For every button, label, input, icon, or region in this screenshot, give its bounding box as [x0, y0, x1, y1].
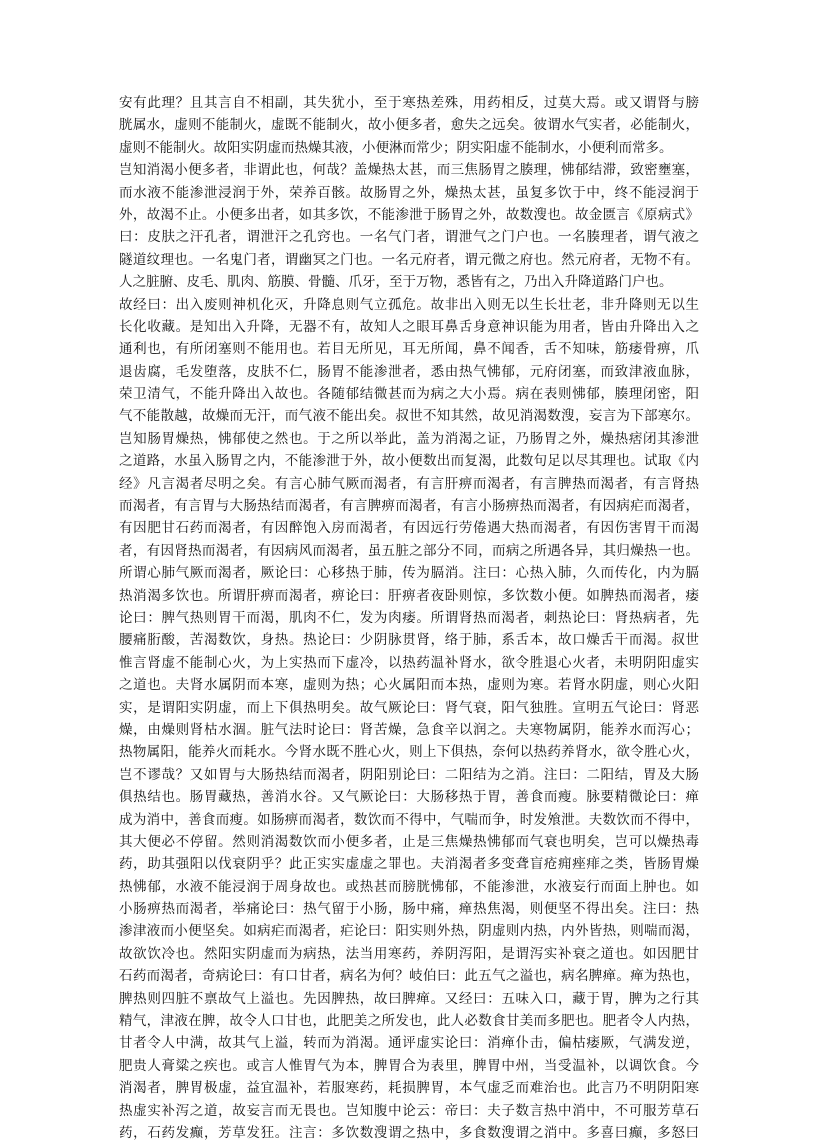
text-line: 而水液不能渗泄浸润于外，荣养百骸。故肠胃之外，燥热太甚，虽复多饮于中，终不能浸润于 — [119, 184, 699, 201]
text-line: 之道也。夫肾水属阴而本寒，虚则为热；心火属阳而本热，虚则为寒。若肾水阴虚，则心火阳 — [119, 677, 699, 694]
text-line: 岂知肠胃燥热，怫郁使之然也。于之所以举此，盖为消渴之证，乃肠胃之外，燥热痞闭其渗泄 — [119, 430, 699, 447]
text-line: 热虚实补泻之道，故妄言而无畏也。岂知腹中论云：帝曰：夫子数言热中消中，不可服芳草石 — [119, 1102, 699, 1119]
text-line: 长化收藏。是知出入升降，无器不有，故知人之眼耳鼻舌身意神识能为用者，皆由升降出入之 — [119, 318, 699, 335]
text-line: 药，助其强阳以伐衰阴乎？此正实实虚虚之罪也。夫消渴者多变聋盲疮痈痤痱之类，皆肠胃燥 — [119, 856, 699, 873]
text-line: 退齿腐，毛发堕落，皮肤不仁，肠胃不能渗泄者，悉由热气怫郁，元府闭塞，而致津液血脉， — [119, 363, 699, 380]
text-line: 外，故渴不止。小便多出者，如其多饮，不能渗泄于肠胃之外，故数溲也。故金匮言《原病式》 — [119, 206, 699, 223]
text-line: 药，石药发癫，芳草发狂。注言：多饮数溲谓之热中，多食数溲谓之消中。多喜曰癫，多怒曰 — [119, 1124, 699, 1141]
text-line: 小肠痹热而渴者，举痛论曰：热气留于小肠，肠中痛，瘅热焦渴，则便坚不得出矣。注曰：热 — [119, 901, 699, 918]
text-line: 脾热则四脏不禀故气上溢也。先因脾热，故曰脾瘅。又经曰：五味入口，藏于胃，脾为之行其 — [119, 990, 699, 1007]
text-line: 之道路，水虽入肠胃之内，不能渗泄于外，故小便数出而复渴，此数句足以尽其理也。试取《内 — [119, 453, 699, 470]
text-line: 气不能散越，故燥而无汗，而气液不能出矣。叔世不知其然，故见消渴数溲，妄言为下部寒尔。 — [119, 408, 699, 425]
text-line: 成为消中，善食而瘦。如肠痹而渴者，数饮而不得中，气喘而争，时发飧泄。夫数饮而不得中， — [119, 811, 699, 828]
text-line: 荣卫清气，不能升降出入故也。各随郁结微甚而为病之大小焉。病在表则怫郁，腠理闭密，阳 — [119, 386, 699, 403]
text-line: 肥贵人膏粱之疾也。或言人惟胃气为本，脾胃合为表里，脾胃中州，当受温补，以调饮食。今 — [119, 1057, 699, 1074]
text-line: 岂不谬哉？又如胃与大肠热结而渴者，阴阳别论曰：二阳结为之消。注曰：二阳结，胃及大肠 — [119, 766, 699, 783]
text-line: 经》凡言渴者尽明之矣。有言心肺气厥而渴者，有言肝痹而渴者，有言脾热而渴者，有言肾热 — [119, 475, 699, 492]
text-line: 实，是谓阳实阴虚，而上下俱热明矣。故气厥论曰：肾气衰，阳气独胜。宣明五气论曰：肾恶 — [119, 699, 699, 716]
text-line: 胱属水，虚则不能制火，虚既不能制火，故小便多者，愈失之远矣。彼谓水气实者，必能制火， — [119, 117, 699, 134]
text-line: 俱热结也。肠胃藏热，善消水谷。又气厥论曰：大肠移热于胃，善食而瘦。脉要精微论曰：瘅 — [119, 789, 699, 806]
text-line: 虚则不能制火。故阳实阴虚而热燥其液，小便淋而常少；阴实阳虚不能制水，小便利而常多。 — [119, 139, 673, 156]
text-line: 岂知消渴小便多者，非谓此也，何哉？盖燥热太甚，而三焦肠胃之腠理，怫郁结滞，致密壅塞， — [119, 162, 699, 179]
document-page — [119, 92, 699, 1144]
text-line: 而渴者，有言胃与大肠热结而渴者，有言脾痹而渴者，有言小肠痹热而渴者，有因病疟而渴者， — [119, 498, 699, 515]
text-line: 故欲饮冷也。然阳实阴虚而为病热，法当用寒药，养阴泻阳，是谓泻实补衰之道也。如因肥甘 — [119, 945, 699, 962]
text-line: 通利也，有所闭塞则不能用也。若目无所见，耳无所闻，鼻不闻香，舌不知味，筋痿骨痹，爪 — [119, 341, 699, 358]
text-line: 曰：皮肤之汗孔者，谓泄汗之孔窍也。一名气门者，谓泄气之门户也。一名腠理者，谓气液之 — [119, 229, 699, 246]
text-line: 甘者令人中满，故其气上溢，转而为消渴。通评虚实论曰：消瘅仆击，偏枯痿厥，气满发逆， — [119, 1035, 699, 1052]
text-line: 有因肥甘石药而渴者，有因醉饱入房而渴者，有因远行劳倦遇大热而渴者，有因伤害胃干而渴 — [119, 520, 699, 537]
text-line: 精气，津液在脾，故令人口甘也，此肥美之所发也，此人必数食甘美而多肥也。肥者令人内热， — [119, 1013, 699, 1030]
text-line: 惟言肾虚不能制心火，为上实热而下虚冷，以热药温补肾水，欲令胜退心火者，未明阴阳虚实 — [119, 654, 699, 671]
text-line: 消渴者，脾胃极虚，益宜温补，若服寒药，耗损脾胃，本气虚乏而难治也。此言乃不明阴阳寒 — [119, 1080, 699, 1097]
text-line: 腰痛胻酸，苦渴数饮，身热。热论曰：少阴脉贯肾，络于肺，系舌本，故口燥舌干而渴。叔世 — [119, 632, 699, 649]
text-line: 渗津液而小便坚矣。如病疟而渴者，疟论曰：阳实则外热，阴虚则内热，内外皆热，则喘而渴， — [119, 923, 699, 940]
text-line: 隧道纹理也。一名鬼门者，谓幽冥之门也。一名元府者，谓元微之府也。然元府者，无物不有。 — [119, 251, 699, 268]
text-line: 人之脏腑、皮毛、肌肉、筋膜、骨髓、爪牙，至于万物，悉皆有之，乃出入升降道路门户也。 — [119, 274, 673, 291]
text-line: 热怫郁，水液不能浸润于周身故也。或热甚而膀胱怫郁，不能渗泄，水液妄行而面上肿也。如 — [119, 878, 699, 895]
text-line: 所谓心肺气厥而渴者，厥论曰：心移热于肺，传为膈消。注曰：心热入肺，久而传化，内为膈 — [119, 565, 699, 582]
text-line: 石药而渴者，奇病论曰：有口甘者，病名为何？岐伯曰：此五气之溢也，病名脾瘅。瘅为热也， — [119, 968, 699, 985]
text-line: 燥，由燥则肾枯水涸。脏气法时论曰：肾苦燥，急食辛以润之。夫寒物属阴，能养水而泻心； — [119, 721, 699, 738]
text-line: 热消渴多饮也。所谓肝痹而渴者，痹论曰：肝痹者夜卧则惊，多饮数小便。如脾热而渴者，痿 — [119, 587, 699, 604]
text-line: 安有此理？且其言自不相副，其失犹小，至于寒热差殊，用药相反，过莫大焉。或又谓肾与膀 — [119, 95, 699, 111]
text-line: 热物属阳，能养火而耗水。今肾水既不胜心火，则上下俱热，奈何以热药养肾水，欲令胜心火， — [119, 744, 699, 761]
text-line: 论曰：脾气热则胃干而渴，肌肉不仁，发为肉痿。所谓肾热而渴者，刺热论曰：肾热病者，先 — [119, 609, 699, 626]
text-line: 其大便必不停留。然则消渴数饮而小便多者，止是三焦燥热怫郁而气衰也明矣，岂可以燥热毒 — [119, 833, 699, 850]
text-line: 者，有因肾热而渴者，有因病风而渴者，虽五脏之部分不同，而病之所遇各异，其归燥热一也。 — [119, 542, 699, 559]
text-line: 故经曰：出入废则神机化灭，升降息则气立孤危。故非出入则无以生长壮老，非升降则无以生 — [119, 296, 699, 313]
